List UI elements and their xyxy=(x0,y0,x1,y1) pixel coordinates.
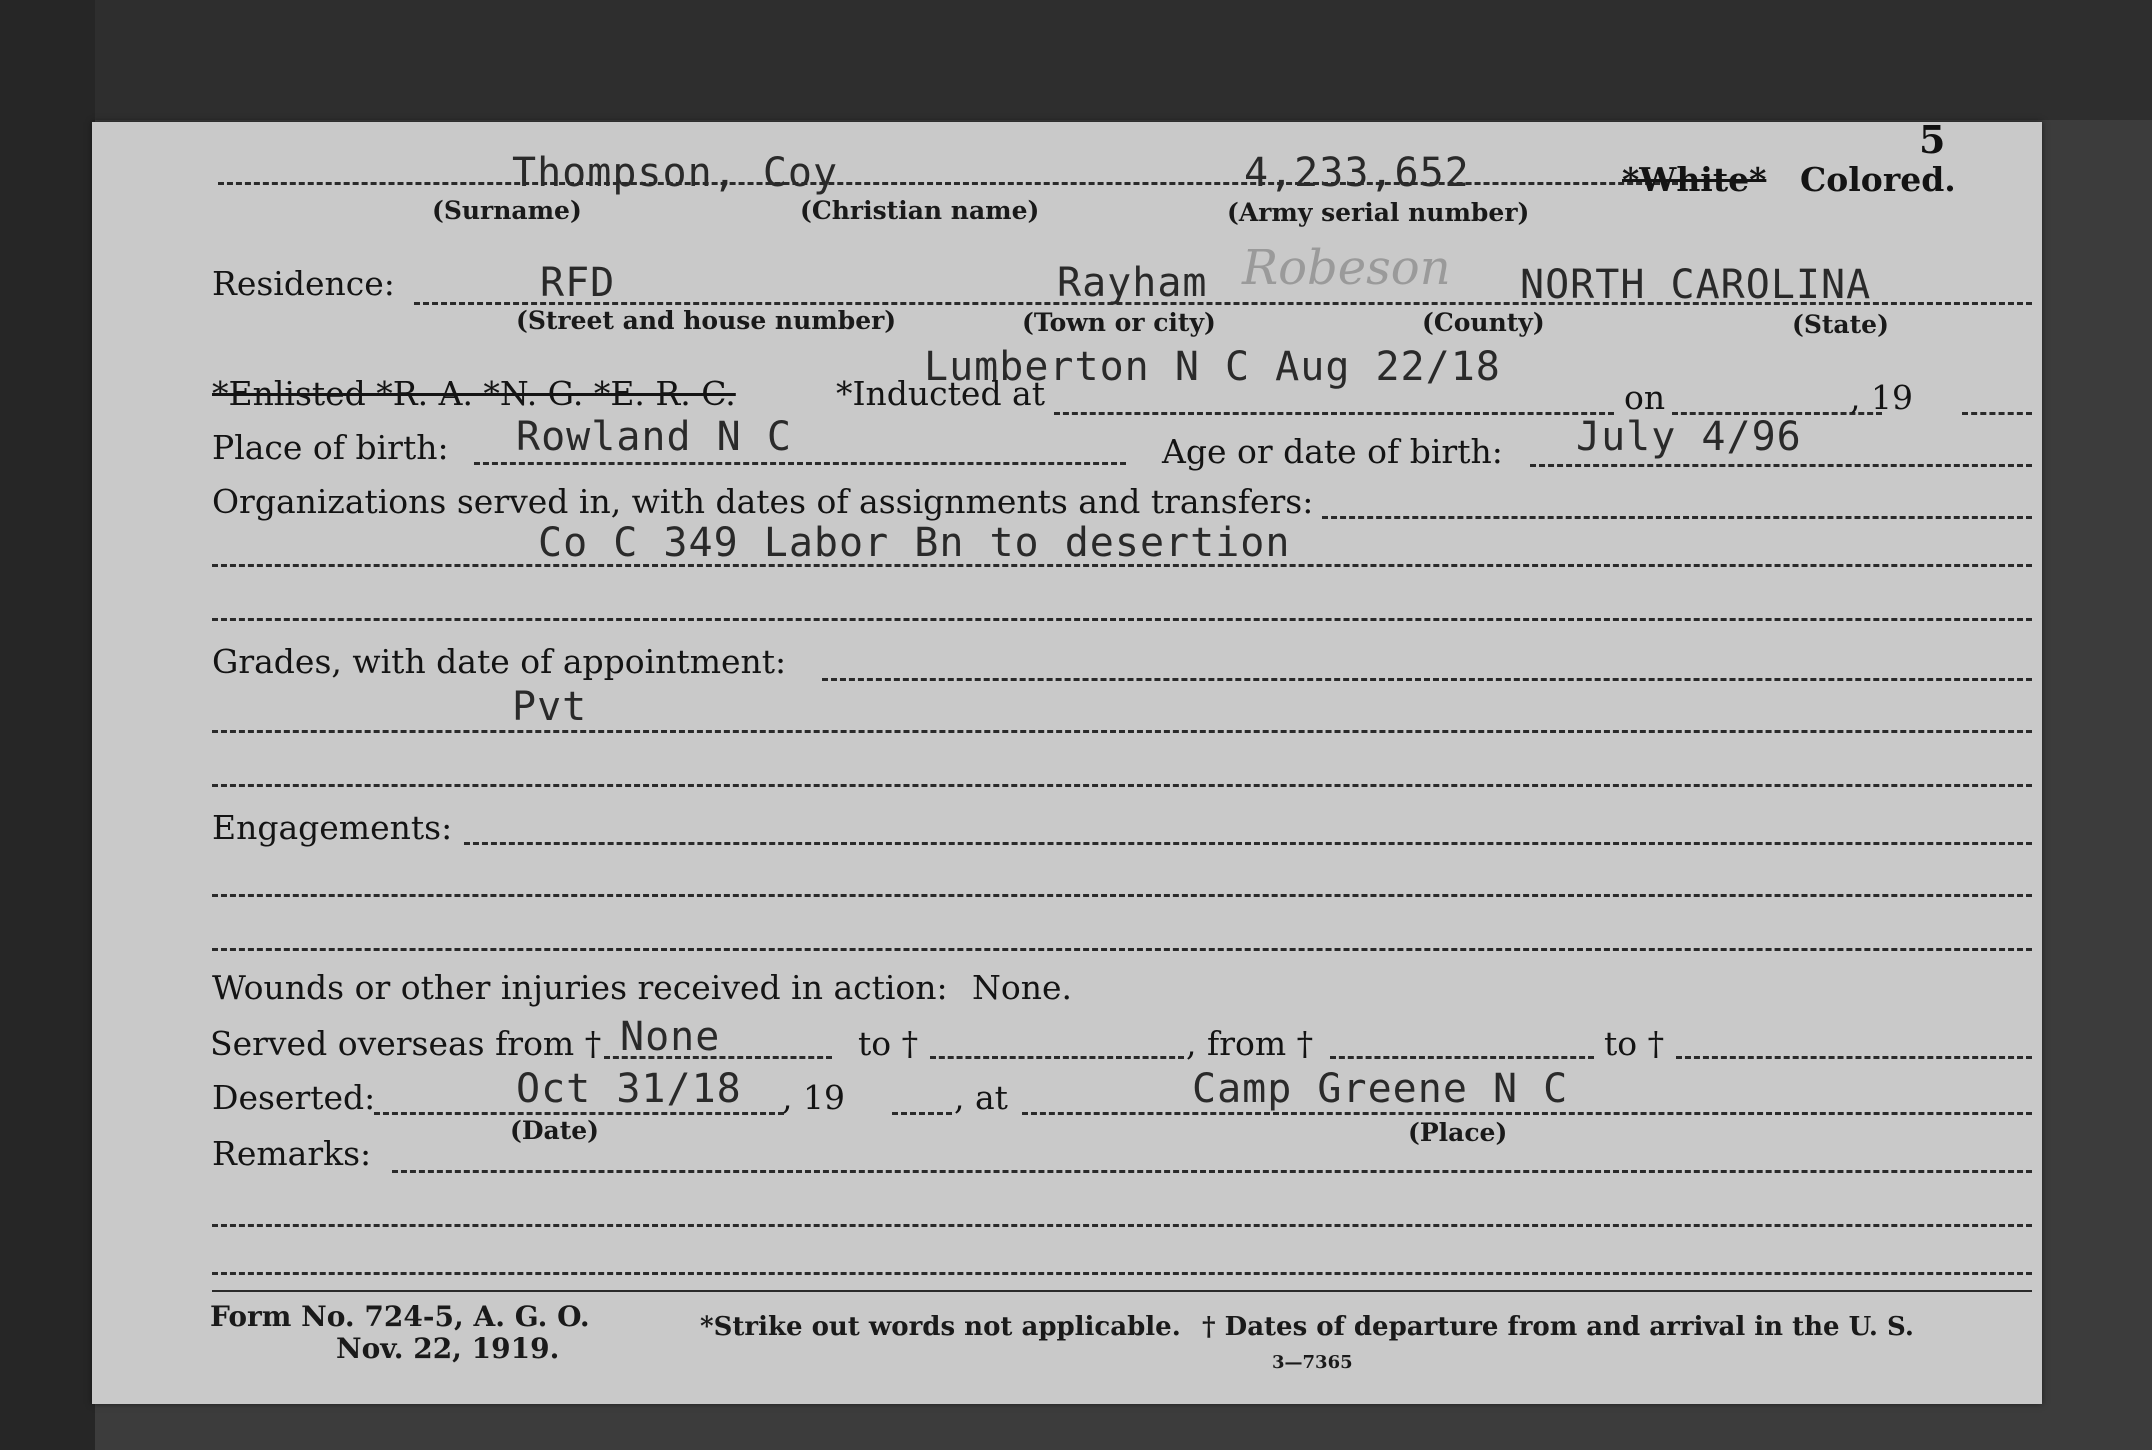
state-caption: (State) xyxy=(1792,310,1889,339)
age-value: July 4/96 xyxy=(1576,414,1802,460)
dates-departure-note: † Dates of departure from and arrival in the U. S. xyxy=(1202,1312,1914,1342)
grades-label: Grades, with date of appointment: xyxy=(212,642,787,681)
dark-background-left xyxy=(0,0,95,1450)
deserted-year-line xyxy=(892,1112,952,1115)
overseas-to-line-1 xyxy=(930,1056,1184,1059)
grades-line-3 xyxy=(212,784,2032,787)
grades-line-2 xyxy=(212,730,2032,733)
form-date: Nov. 22, 1919. xyxy=(336,1332,560,1365)
surname-given-value: Thompson, Coy xyxy=(512,150,839,196)
serial-number-value: 4,233,652 xyxy=(1244,150,1470,196)
age-label: Age or date of birth: xyxy=(1162,432,1503,471)
overseas-from-value: None xyxy=(620,1014,721,1060)
inducted-line xyxy=(1054,412,1614,415)
inducted-at-label: *Inducted at xyxy=(836,374,1045,413)
strike-out-note: *Strike out words not applicable. xyxy=(700,1312,1181,1342)
deserted-date-line xyxy=(374,1112,784,1115)
wounds-value: None. xyxy=(972,968,1073,1007)
organizations-label: Organizations served in, with dates of assignments and transfers: xyxy=(212,482,1314,521)
remarks-line-1 xyxy=(392,1170,2032,1173)
engagements-line-3 xyxy=(212,948,2032,951)
engagements-line-2 xyxy=(212,894,2032,897)
street-caption: (Street and house number) xyxy=(516,306,897,335)
organizations-value: Co C 349 Labor Bn to desertion xyxy=(538,520,1291,566)
residence-label: Residence: xyxy=(212,264,395,303)
race-colored: Colored. xyxy=(1800,160,1956,199)
remarks-line-2 xyxy=(212,1224,2032,1227)
served-overseas-label: Served overseas from † xyxy=(210,1024,602,1063)
inducted-on-label: on xyxy=(1624,378,1666,417)
inducted-year-prefix: , 19 xyxy=(1850,378,1913,417)
engagements-label: Engagements: xyxy=(212,808,453,847)
deserted-date-value: Oct 31/18 xyxy=(516,1066,742,1112)
residence-state-value: NORTH CAROLINA xyxy=(1520,262,1872,308)
county-caption: (County) xyxy=(1422,308,1545,337)
deserted-place-value: Camp Greene N C xyxy=(1192,1066,1569,1112)
residence-town-value: Rayham xyxy=(1057,260,1208,306)
deserted-year-label: , 19 xyxy=(782,1078,845,1117)
overseas-to-line-2 xyxy=(1676,1056,2032,1059)
place-of-birth-line xyxy=(474,462,1126,465)
deserted-place-line xyxy=(1022,1112,2032,1115)
deserted-at-label: , at xyxy=(954,1078,1008,1117)
residence-county-handwritten: Robeson xyxy=(1242,240,1451,296)
age-line xyxy=(1530,464,2032,467)
grades-value: Pvt xyxy=(512,684,588,730)
overseas-to-label-2: to † xyxy=(1604,1024,1665,1063)
place-of-birth-label: Place of birth: xyxy=(212,428,449,467)
christian-name-caption: (Christian name) xyxy=(800,196,1040,225)
inducted-year-line xyxy=(1962,412,2032,415)
deserted-place-caption: (Place) xyxy=(1408,1118,1508,1147)
surname-caption: (Surname) xyxy=(432,196,582,225)
engagements-line-1 xyxy=(464,842,2032,845)
wounds-label: Wounds or other injuries received in action: xyxy=(212,968,948,1007)
organizations-line-2 xyxy=(212,564,2032,567)
print-code: 3—7365 xyxy=(1272,1352,1353,1373)
form-number: Form No. 724-5, A. G. O. xyxy=(210,1300,590,1333)
overseas-from-line xyxy=(604,1056,832,1059)
remarks-line-3 xyxy=(212,1272,2032,1275)
organizations-line-3 xyxy=(212,618,2032,621)
inducted-at-value: Lumberton N C Aug 22/18 xyxy=(924,344,1501,390)
deserted-date-caption: (Date) xyxy=(510,1116,599,1145)
overseas-from-line-2 xyxy=(1330,1056,1594,1059)
service-record-card xyxy=(92,117,2042,1404)
serial-number-caption: (Army serial number) xyxy=(1227,198,1530,227)
remarks-label: Remarks: xyxy=(212,1134,372,1173)
overseas-to-label-1: to † xyxy=(858,1024,919,1063)
enlisted-options-struck: *Enlisted *R. A. *N. G. *E. R. C. xyxy=(212,374,736,413)
footer-rule xyxy=(212,1290,2032,1292)
town-caption: (Town or city) xyxy=(1022,308,1216,337)
overseas-from-label-2: , from † xyxy=(1186,1024,1314,1063)
dark-background-top xyxy=(0,0,2152,120)
race-white-struck: *White* xyxy=(1622,160,1767,199)
deserted-label: Deserted: xyxy=(212,1078,376,1117)
residence-street-value: RFD xyxy=(540,260,616,306)
page-number: 5 xyxy=(1919,117,1946,162)
organizations-line-1 xyxy=(1322,516,2032,519)
place-of-birth-value: Rowland N C xyxy=(516,414,792,460)
grades-line-1 xyxy=(822,678,2032,681)
